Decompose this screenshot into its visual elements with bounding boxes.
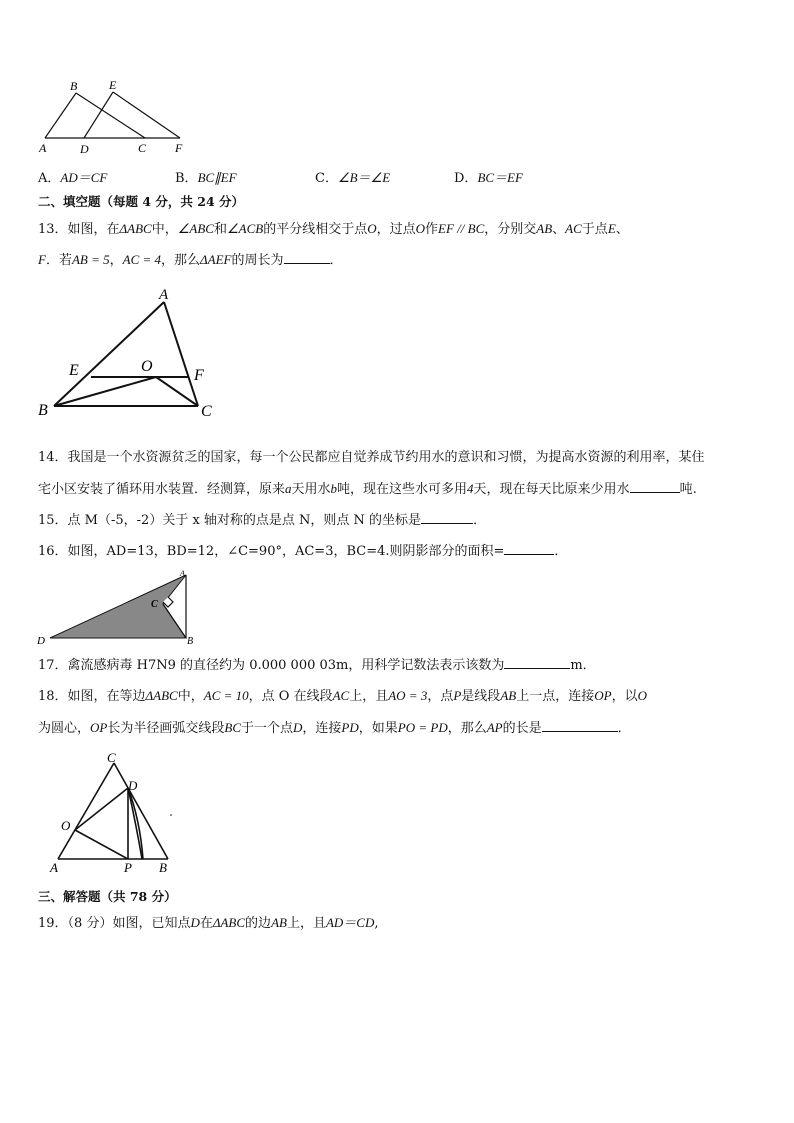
label-C: C xyxy=(151,599,158,610)
q18-line-2: 为圆心，OP长为半径画弧交线段BC于一个点D，连接PD，如果PO = PD，那么AP的长是 ． xyxy=(38,720,631,736)
figure-q13 xyxy=(34,282,224,422)
answer-blank xyxy=(504,542,554,555)
q13-line-1: 13．如图，在ΔABC中，∠ABC和∠ACB的平分线相交于点O，过点O作EF // BC，分别交AB、AC于点E、 xyxy=(38,221,629,237)
label-E: E xyxy=(69,362,79,379)
label-C: C xyxy=(107,750,116,765)
q13-line-2: F．若AB = 5，AC = 4，那么ΔAEF的周长为 ． xyxy=(38,252,343,268)
label-B: B xyxy=(187,636,194,647)
label-O: O xyxy=(141,358,153,375)
option-b: B．BC∥EF xyxy=(175,170,237,186)
answer-blank xyxy=(421,511,473,524)
section-2-heading: 二、填空题（每题 4 分，共 24 分） xyxy=(38,194,245,209)
figure-q12 xyxy=(30,76,200,158)
label-F: F xyxy=(175,141,183,155)
label-D: D xyxy=(128,778,138,793)
label-A: A xyxy=(159,287,169,303)
q17-line: 17．禽流感病毒 H7N9 的直径约为 0.000 000 03m，用科学记数法表示该数为 m． xyxy=(38,658,596,673)
label-E: E xyxy=(109,78,117,92)
section-3-heading: 三、解答题（共 78 分） xyxy=(38,889,177,904)
label-P: P xyxy=(124,860,132,875)
option-c: C．∠B＝∠E xyxy=(315,170,391,186)
answer-blank xyxy=(284,251,330,264)
label-F: F xyxy=(194,367,204,384)
figure-q18 xyxy=(44,748,194,876)
label-C: C xyxy=(138,141,147,155)
label-B: B xyxy=(159,860,167,875)
q14-line-1: 14．我国是一个水资源贫乏的国家，每一个公民都应自觉养成节约用水的意识和习惯，为提高水资源的利用率，某住 xyxy=(38,450,705,465)
label-A: A xyxy=(180,569,185,578)
q19-line: 19．（8 分）如图，已知点D在ΔABC的边AB上，且AD＝CD, xyxy=(38,915,379,931)
q18-line-1: 18．如图，在等边ΔABC中，AC = 10，点 O 在线段AC上，且AO = 3，点P是线段AB上一点，连接OP，以O xyxy=(38,688,647,704)
label-O: O xyxy=(61,818,71,833)
label-C: C xyxy=(201,403,212,420)
option-d: D．BC＝EF xyxy=(454,170,523,186)
label-A: A xyxy=(50,860,58,875)
answer-blank xyxy=(542,719,618,732)
q15-line: 15．点 M（-5，-2）关于 x 轴对称的点是点 N，则点 N 的坐标是 ． xyxy=(38,513,487,528)
figure-q16 xyxy=(30,566,200,648)
q14-line-2: 宅小区安装了循环用水装置．经测算，原来a天用水b吨，现在这些水可多用4天，现在每天比原来少用水 吨. xyxy=(38,481,697,497)
label-A: A xyxy=(39,141,47,155)
label-D: D xyxy=(80,142,89,156)
label-B: B xyxy=(38,402,48,419)
q16-line: 16．如图，AD=13，BD=12，∠C=90°，AC=3，BC=4.则阴影部分的面积= ． xyxy=(38,544,568,559)
answer-blank xyxy=(630,480,680,493)
answer-blank xyxy=(504,656,570,669)
option-a: A．AD＝CF xyxy=(38,170,108,186)
label-D: D xyxy=(37,635,45,647)
label-B: B xyxy=(70,79,78,93)
